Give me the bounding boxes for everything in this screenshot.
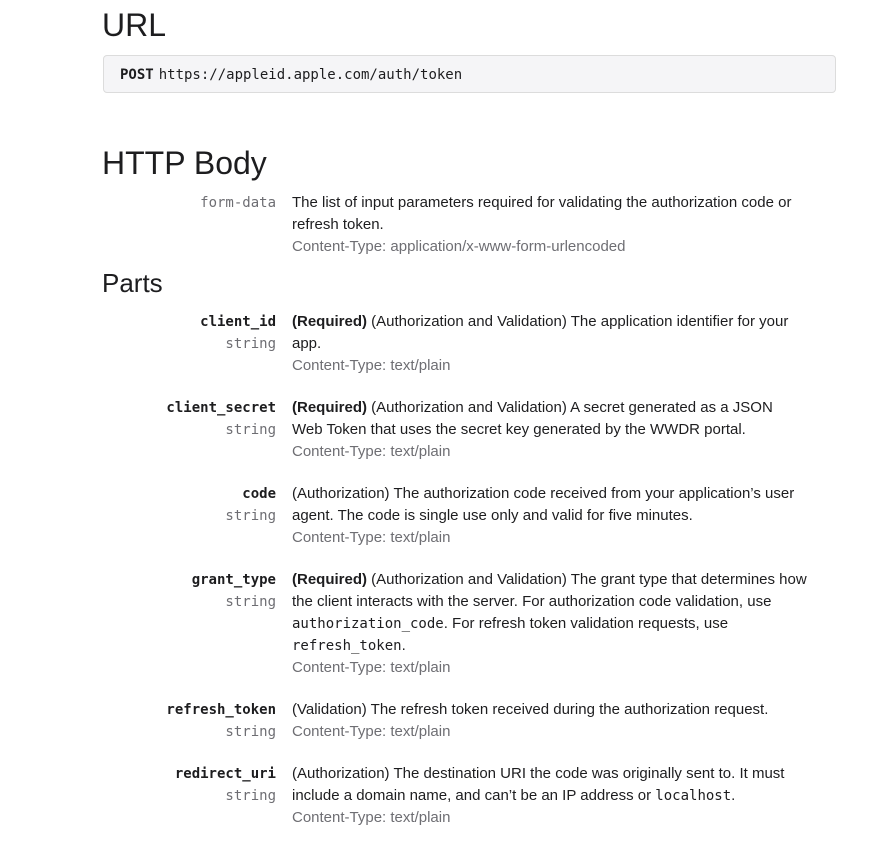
param-description: (Authorization and Validation) A secret generated as a JSON Web Token that uses the secret key generated by the WWDR portal.: [292, 399, 773, 438]
param-name-cell: [0, 483, 276, 527]
param-content-type: Content-Type: text/plain: [292, 723, 451, 740]
param-description-cell: [292, 311, 807, 377]
body-description-cell: [292, 192, 807, 258]
inline-code: localhost: [655, 788, 732, 804]
param-type: string: [225, 594, 276, 610]
param-name: grant_type: [191, 572, 276, 588]
param-type: string: [225, 724, 276, 740]
param-description-cell: [292, 569, 807, 679]
param-content-type: Content-Type: text/plain: [292, 443, 451, 460]
inline-code: authorization_code: [292, 616, 444, 632]
param-description: (Authorization) The authorization code received from your application’s user agent. The code is single use only and valid for five minutes.: [292, 485, 795, 524]
param-description: (Authorization) The destination URI the code was originally sent to. It must include a domain name, and can’t be an IP address or: [292, 765, 785, 804]
param-description-cont: . For refresh token validation requests, use: [443, 615, 729, 632]
param-name: refresh_token: [166, 702, 276, 718]
http-method: POST: [120, 67, 154, 83]
param-content-type: Content-Type: text/plain: [292, 659, 451, 676]
param-type: string: [225, 508, 276, 524]
param-type: string: [225, 788, 276, 804]
param-name-cell: [0, 311, 276, 355]
param-description: (Authorization and Validation) The grant type that determines how the client interacts with the server. For authorization code validation, use: [292, 571, 807, 610]
param-name: code: [242, 486, 276, 502]
body-type: form-data: [200, 195, 276, 211]
param-description-cell: [292, 483, 807, 549]
param-type: string: [225, 422, 276, 438]
required-label: (Required): [292, 313, 367, 330]
param-name-cell: [0, 763, 276, 807]
param-description-end: .: [731, 787, 736, 804]
param-description-cell: [292, 699, 807, 743]
param-type: string: [225, 336, 276, 352]
param-content-type: Content-Type: text/plain: [292, 809, 451, 826]
param-name-cell: [0, 699, 276, 743]
inline-code: refresh_token: [292, 638, 402, 654]
param-description: (Authorization and Validation) The application identifier for your app.: [292, 313, 789, 352]
required-label: (Required): [292, 571, 367, 588]
param-content-type: Content-Type: text/plain: [292, 529, 451, 546]
body-content-type: Content-Type: application/x-www-form-urlencoded: [292, 238, 626, 255]
body-description: The list of input parameters required for validating the authorization code or refresh token.: [292, 194, 792, 233]
endpoint-url: https://appleid.apple.com/auth/token: [158, 67, 463, 83]
param-description-cell: [292, 397, 807, 463]
http-body-heading: HTTP Body: [102, 145, 267, 181]
param-name: client_id: [200, 314, 276, 330]
param-name-cell: [0, 569, 276, 613]
parts-heading: Parts: [102, 268, 163, 298]
body-type-cell: [0, 192, 276, 214]
param-name: client_secret: [166, 400, 276, 416]
param-description-end: .: [401, 637, 406, 654]
url-heading: URL: [102, 7, 167, 43]
param-description: (Validation) The refresh token received during the authorization request.: [292, 701, 769, 718]
endpoint-code-box: [103, 55, 836, 93]
param-name-cell: [0, 397, 276, 441]
param-name: redirect_uri: [174, 766, 276, 782]
param-description-cell: [292, 763, 807, 829]
required-label: (Required): [292, 399, 367, 416]
param-content-type: Content-Type: text/plain: [292, 357, 451, 374]
